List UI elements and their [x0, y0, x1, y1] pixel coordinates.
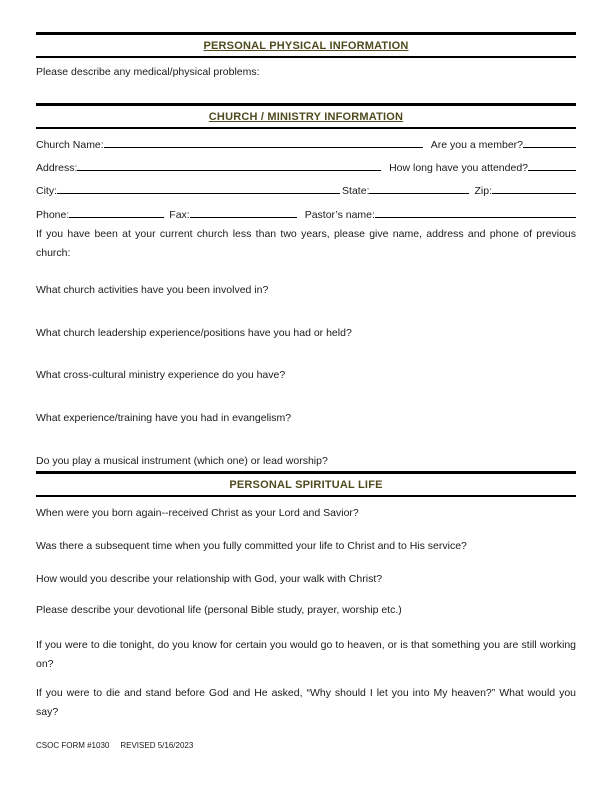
phone-blank[interactable]: [69, 204, 164, 218]
member-label: Are you a member?: [430, 139, 523, 151]
address-blank[interactable]: [77, 157, 381, 171]
question-previous-church: If you have been at your current church less than two years, please give name, address and phone of previous church:: [36, 228, 576, 259]
city-label: City:: [36, 185, 57, 197]
section-title-personal-spiritual: PERSONAL SPIRITUAL LIFE: [229, 479, 383, 491]
form-row-church-name: [36, 134, 576, 151]
revised-date: REVISED 5/16/2023: [120, 741, 194, 750]
zip-blank[interactable]: [492, 180, 576, 194]
state-label: State:: [342, 185, 370, 197]
question-committed-life: Was there a subsequent time when you fully committed your life to Christ and to His service?: [36, 540, 467, 552]
form-number: CSOC FORM #1030: [36, 741, 110, 750]
page-footer: [36, 741, 193, 750]
section-title-personal-physical: PERSONAL PHYSICAL INFORMATION: [203, 40, 409, 52]
phone-label: Phone:: [36, 209, 70, 221]
section-header-personal-spiritual: [36, 471, 576, 497]
fax-label: Fax:: [169, 209, 190, 221]
church-name-blank[interactable]: [104, 134, 423, 148]
form-row-address: [36, 157, 576, 174]
question-born-again: When were you born again--received Christ as your Lord and Savior?: [36, 507, 359, 519]
question-church-activities: What church activities have you been involved in?: [36, 284, 269, 296]
attended-label: How long have you attended?: [389, 162, 528, 174]
question-cross-cultural: What cross-cultural ministry experience do you have?: [36, 369, 286, 381]
question-musical-instrument: Do you play a musical instrument (which one) or lead worship?: [36, 455, 328, 467]
question-die-tonight: If you were to die tonight, do you know for certain you would go to heaven, or is that something you are still working on?: [36, 639, 576, 670]
member-blank[interactable]: [523, 134, 576, 148]
city-blank[interactable]: [57, 180, 340, 194]
question-why-let-you-in: If you were to die and stand before God and He asked, “Why should I let you into My heaven?” What would you say?: [36, 687, 576, 718]
question-medical-problems: Please describe any medical/physical problems:: [36, 66, 260, 78]
question-leadership-experience: What church leadership experience/positions have you had or held?: [36, 327, 352, 339]
attended-blank[interactable]: [528, 157, 576, 171]
zip-label: Zip:: [474, 185, 492, 197]
state-blank[interactable]: [369, 180, 469, 194]
address-label: Address:: [36, 162, 78, 174]
fax-blank[interactable]: [190, 204, 297, 218]
form-row-city-state-zip: [36, 180, 576, 197]
section-title-church-ministry: CHURCH / MINISTRY INFORMATION: [208, 111, 404, 123]
question-devotional-life: Please describe your devotional life (personal Bible study, prayer, worship etc.): [36, 604, 402, 616]
question-evangelism: What experience/training have you had in evangelism?: [36, 412, 292, 424]
question-relationship-with-god: How would you describe your relationship with God, your walk with Christ?: [36, 573, 383, 585]
pastor-name-label: Pastor’s name:: [304, 209, 375, 221]
form-row-phone-fax-pastor: [36, 204, 576, 221]
section-header-church-ministry: [36, 103, 576, 129]
pastor-name-blank[interactable]: [375, 204, 576, 218]
section-header-personal-physical: [36, 32, 576, 58]
church-name-label: Church Name:: [36, 139, 104, 151]
